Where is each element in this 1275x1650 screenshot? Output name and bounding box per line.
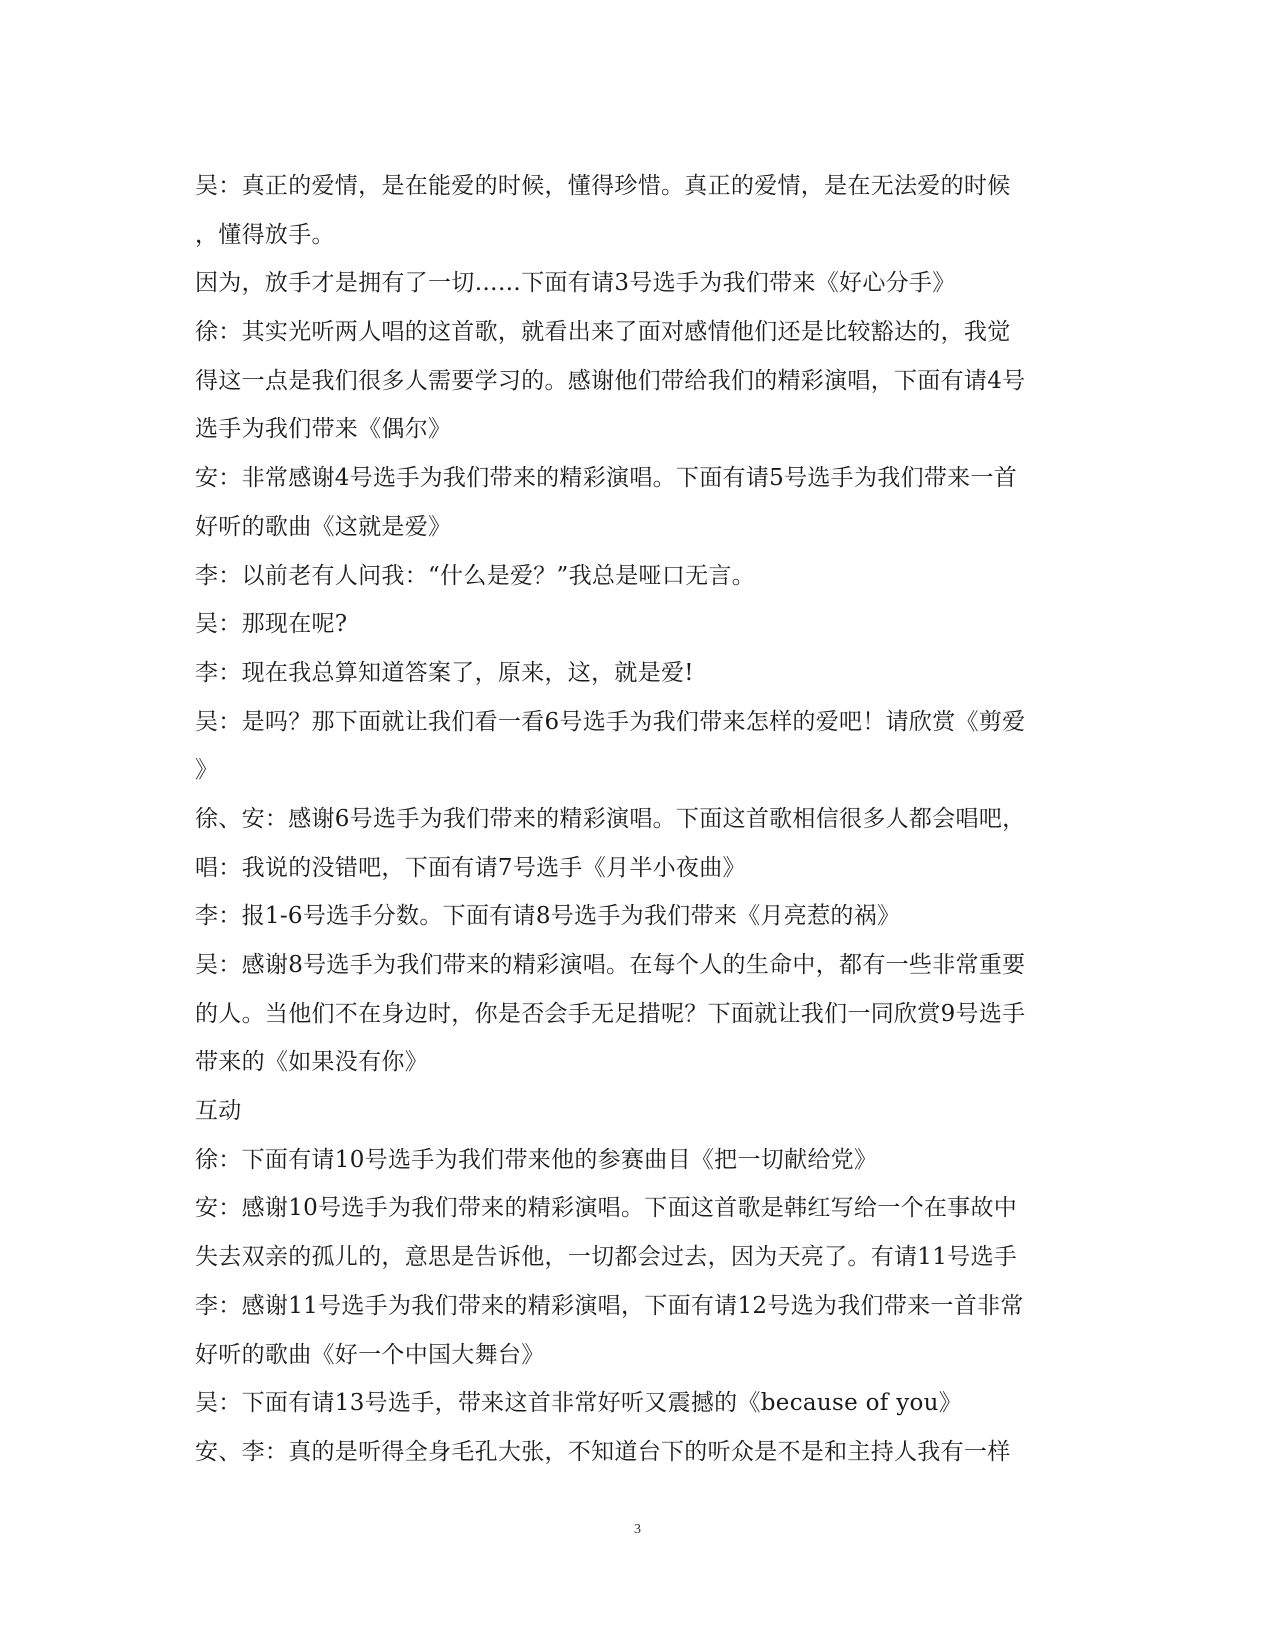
text-line: 徐：其实光听两人唱的这首歌，就看出来了面对感情他们还是比较豁达的，我觉 (195, 319, 1011, 346)
text-line: 失去双亲的孤儿的，意思是告诉他，一切都会过去，因为天亮了。有请11号选手 (195, 1244, 1018, 1271)
section-heading: 互动 (195, 1098, 242, 1125)
text-line: 好听的歌曲《好一个中国大舞台》 (195, 1341, 545, 1368)
text-line: 徐、安：感谢6号选手为我们带来的精彩演唱。下面这首歌相信很多人都会唱吧， (195, 805, 1026, 832)
text-line: 因为，放手才是拥有了一切……下面有请3号选手为我们带来《好心分手》 (195, 270, 956, 297)
text-line: 徐：下面有请10号选手为我们带来他的参赛曲目《把一切献给党》 (195, 1146, 878, 1173)
text-line: 》 (195, 757, 219, 784)
text-line: 李：现在我总算知道答案了，原来，这，就是爱! (195, 659, 694, 686)
text-line: 好听的歌曲《这就是爱》 (195, 513, 452, 540)
text-line: 吴：那现在呢? (195, 611, 348, 638)
text-line: 吴：真正的爱情，是在能爱的时候，懂得珍惜。真正的爱情，是在无法爱的时候 (195, 173, 1011, 199)
text-line: 吴：感谢8号选手为我们带来的精彩演唱。在每个人的生命中，都有一些非常重要 (195, 952, 1026, 978)
text-line: 安、李：真的是听得全身毛孔大张，不知道台下的听众是不是和主持人我有一样 (195, 1438, 1011, 1465)
text-line: 安：感谢10号选手为我们带来的精彩演唱。下面这首歌是韩红写给一个在事故中 (195, 1195, 1018, 1222)
text-line: 李：感谢11号选手为我们带来的精彩演唱，下面有请12号选为我们带来一首非常 (195, 1292, 1024, 1319)
text-line: 吴：下面有请13号选手，带来这首非常好听又震撼的《because of you》 (195, 1390, 963, 1417)
text-line: 李：报1-6号选手分数。下面有请8号选手为我们带来《月亮惹的祸》 (195, 903, 901, 930)
text-line: 李：以前老有人问我：“什么是爱？”我总是哑口无言。 (195, 562, 756, 589)
text-line: 得这一点是我们很多人需要学习的。感谢他们带给我们的精彩演唱，下面有请4号 (195, 367, 1026, 394)
page-number: 3 (634, 1522, 641, 1537)
page-body (195, 162, 1090, 1477)
text-line: 安：非常感谢4号选手为我们带来的精彩演唱。下面有请5号选手为我们带来一首 (195, 465, 1018, 492)
text-line: 的人。当他们不在身边时，你是否会手无足措呢？下面就让我们一同欣赏9号选手 (195, 1000, 1026, 1027)
text-line: 唱：我说的没错吧，下面有请7号选手《月半小夜曲》 (195, 854, 746, 881)
text-line: 选手为我们带来《偶尔》 (195, 416, 452, 443)
text-line: 带来的《如果没有你》 (195, 1049, 428, 1076)
text-line: 吴：是吗？那下面就让我们看一看6号选手为我们带来怎样的爱吧！请欣赏《剪爱 (195, 708, 1026, 735)
text-line: ，懂得放手。 (195, 221, 335, 248)
